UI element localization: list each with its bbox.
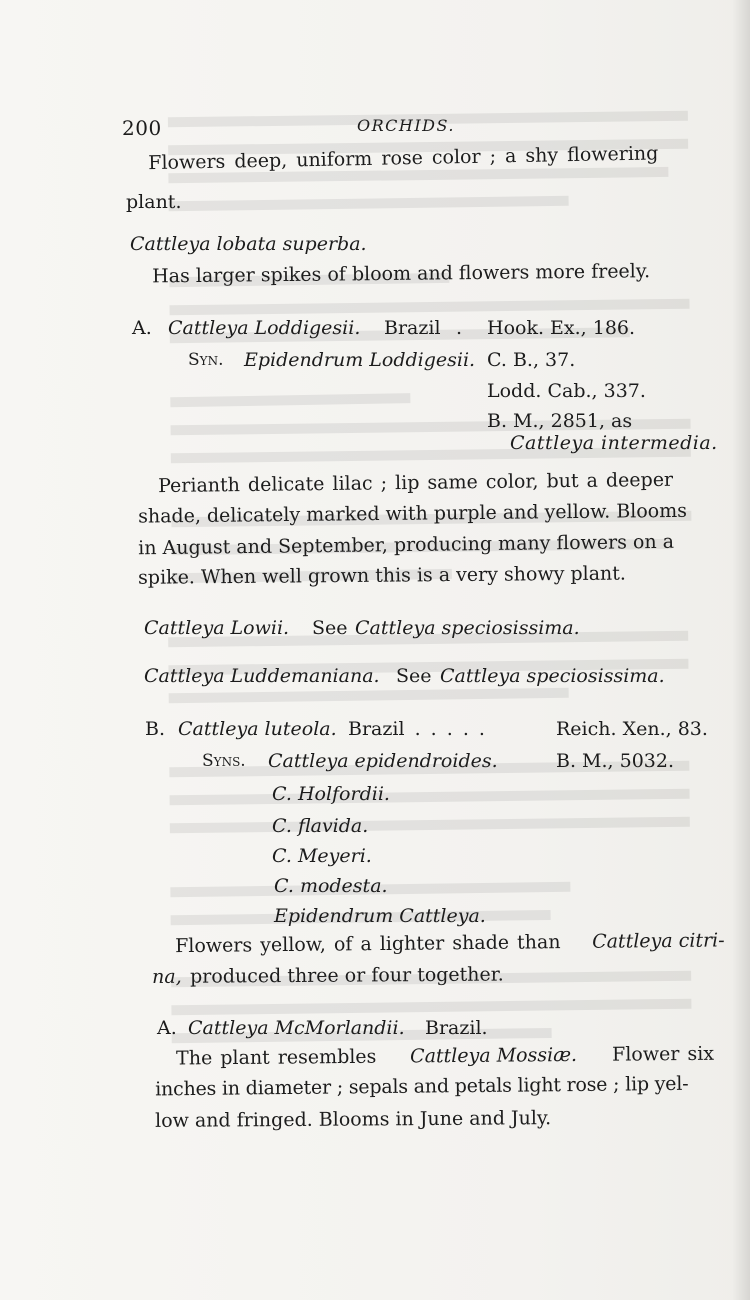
reference: Hook. Ex., 186.	[487, 317, 636, 339]
cross-reference-line	[0, 612, 750, 644]
entry-line	[0, 840, 750, 872]
entry-line	[0, 778, 750, 810]
species-name: Cattleya McMorlandii.	[188, 1017, 405, 1039]
paragraph-text: plant.	[126, 191, 182, 213]
entry-line	[0, 427, 750, 459]
synonym-label: Syn.	[188, 350, 224, 370]
species-heading: Cattleya lobata superba.	[130, 233, 367, 255]
paragraph-text: The plant resembles	[176, 1045, 377, 1070]
synonym-name: C. Holfordii.	[272, 783, 390, 805]
entry-line	[0, 375, 750, 407]
grade-mark: A.	[157, 1017, 177, 1039]
text-line	[0, 186, 750, 218]
origin: Brazil.	[425, 1017, 488, 1039]
species-name: Cattleya luteola.	[178, 718, 337, 740]
paragraph-text: spike. When well grown this is a very showy plant.	[138, 562, 627, 589]
paragraph-text: low and fringed. Blooms in June and July.	[155, 1107, 552, 1132]
see-target: Cattleya speciosissima.	[355, 617, 580, 639]
paragraph-italic: na,	[152, 965, 182, 988]
page-edge-shadow	[732, 0, 750, 1300]
cross-reference-line	[0, 660, 750, 692]
paragraph-text: produced three or four together.	[190, 963, 504, 988]
grade-mark: B.	[145, 718, 166, 740]
grade-mark: A.	[132, 317, 152, 339]
paragraph-italic: Cattleya citri-	[592, 929, 725, 953]
paragraph-text: Flowers deep, uniform rose color ; a shy flowering	[148, 142, 659, 175]
paragraph-text: Flower six	[612, 1042, 715, 1066]
synonym-name: C. Meyeri.	[272, 845, 372, 867]
text-line	[0, 1101, 750, 1138]
paragraph-text: inches in diameter ; sepals and petals light rose ; lip yel-	[155, 1072, 689, 1101]
paragraph-italic: Cattleya Mossiæ.	[410, 1043, 578, 1068]
species-name: Cattleya Lowii.	[144, 617, 290, 639]
see-word: See	[312, 617, 348, 639]
paragraph-text: Has larger spikes of bloom and flowers more freely.	[152, 260, 651, 288]
synonym-name: Epidendrum Cattleya.	[274, 905, 486, 927]
leader-dot: .	[456, 317, 463, 339]
reference: B. M., 5032.	[556, 750, 675, 772]
running-title: ORCHIDS.	[357, 116, 455, 135]
reference: Reich. Xen., 83.	[556, 718, 708, 740]
synonym-name: Cattleya epidendroides.	[268, 750, 498, 772]
paragraph-text: Perianth delicate lilac ; lip same color, but a deeper	[158, 468, 674, 498]
entry-line	[0, 745, 750, 777]
origin: Brazil . . . . .	[348, 718, 485, 740]
entry-line	[0, 870, 750, 902]
text-line	[0, 957, 750, 994]
see-word: See	[396, 665, 432, 687]
synonym-name: C. modesta.	[274, 875, 388, 897]
paragraph-text: Flowers yellow, of a lighter shade than	[175, 931, 561, 958]
text-line	[0, 556, 750, 595]
page-number: 200	[122, 116, 162, 140]
entry-line	[0, 312, 750, 344]
origin: Brazil	[384, 317, 441, 339]
reference-italic: Cattleya intermedia.	[510, 432, 718, 454]
synonym-name: C. flavida.	[272, 815, 369, 837]
species-name: Cattleya Loddigesii.	[168, 317, 361, 339]
reference: B. M., 2851, as	[487, 410, 633, 432]
see-target: Cattleya speciosissima.	[440, 665, 665, 687]
species-name: Cattleya Luddemaniana.	[144, 665, 380, 687]
paragraph-text: shade, delicately marked with purple and yellow. Blooms	[138, 499, 688, 528]
reference: Lodd. Cab., 337.	[487, 380, 646, 402]
entry-line	[0, 810, 750, 842]
reference: C. B., 37.	[487, 349, 576, 371]
entry-line	[0, 713, 750, 745]
paragraph-text: in August and September, producing many flowers on a	[138, 530, 675, 560]
synonym-name: Epidendrum Loddigesii.	[244, 349, 476, 371]
entry-line	[0, 344, 750, 376]
synonym-label: Syns.	[202, 751, 246, 771]
